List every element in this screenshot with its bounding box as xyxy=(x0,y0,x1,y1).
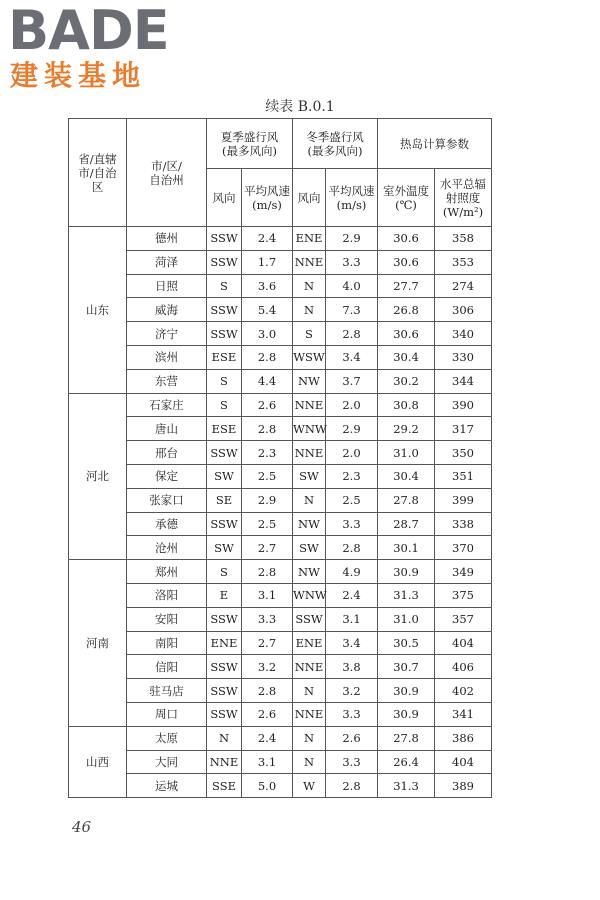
city-cell: 太原 xyxy=(127,726,207,750)
radiation-cell: 344 xyxy=(435,369,492,393)
table-row xyxy=(69,369,492,393)
city-cell: 德州 xyxy=(127,227,207,251)
summer-speed-cell: 4.4 xyxy=(242,369,293,393)
winter-speed-cell: 2.0 xyxy=(326,393,378,417)
table-row xyxy=(69,441,492,465)
winter-direction-cell: S xyxy=(293,322,326,346)
winter-direction-cell: N xyxy=(293,488,326,512)
summer-direction-cell: S xyxy=(207,369,242,393)
summer-speed-cell: 3.0 xyxy=(242,322,293,346)
summer-direction-cell: SSE xyxy=(207,774,242,798)
logo-wordmark: BADE xyxy=(8,0,169,62)
outdoor-temp-cell: 30.6 xyxy=(378,250,435,274)
winter-direction-cell: NW xyxy=(293,512,326,536)
radiation-cell: 375 xyxy=(435,583,492,607)
summer-direction-cell: ESE xyxy=(207,417,242,441)
city-cell: 菏泽 xyxy=(127,250,207,274)
winter-speed-cell: 3.4 xyxy=(326,631,378,655)
outdoor-temp-cell: 30.6 xyxy=(378,322,435,346)
header-summer-speed: 平均风速 (m/s) xyxy=(242,169,293,227)
winter-speed-cell: 2.5 xyxy=(326,488,378,512)
winter-direction-cell: SW xyxy=(293,464,326,488)
table-row xyxy=(69,536,492,560)
city-cell: 石家庄 xyxy=(127,393,207,417)
radiation-cell: 350 xyxy=(435,441,492,465)
outdoor-temp-cell: 27.8 xyxy=(378,488,435,512)
winter-direction-cell: NNE xyxy=(293,393,326,417)
table-row xyxy=(69,227,492,251)
city-cell: 安阳 xyxy=(127,607,207,631)
summer-speed-cell: 3.6 xyxy=(242,274,293,298)
city-cell: 承德 xyxy=(127,512,207,536)
table-row xyxy=(69,417,492,441)
province-cell: 山西 xyxy=(69,726,127,797)
summer-speed-cell: 3.3 xyxy=(242,607,293,631)
outdoor-temp-cell: 29.2 xyxy=(378,417,435,441)
header-summer-wind: 夏季盛行风 (最多风向) xyxy=(207,119,293,169)
city-cell: 日照 xyxy=(127,274,207,298)
winter-direction-cell: ENE xyxy=(293,631,326,655)
summer-direction-cell: SW xyxy=(207,536,242,560)
table-row xyxy=(69,655,492,679)
radiation-cell: 349 xyxy=(435,560,492,584)
province-cell: 河南 xyxy=(69,560,127,727)
outdoor-temp-cell: 28.7 xyxy=(378,512,435,536)
winter-speed-cell: 2.8 xyxy=(326,774,378,798)
page-number: 46 xyxy=(72,818,92,836)
radiation-cell: 317 xyxy=(435,417,492,441)
table-row xyxy=(69,631,492,655)
table-body xyxy=(69,227,492,798)
summer-direction-cell: ESE xyxy=(207,345,242,369)
winter-speed-cell: 2.3 xyxy=(326,464,378,488)
header-radiation: 水平总辐 射照度 (W/m²) xyxy=(435,169,492,227)
outdoor-temp-cell: 30.8 xyxy=(378,393,435,417)
table-row xyxy=(69,702,492,726)
outdoor-temp-cell: 30.9 xyxy=(378,702,435,726)
winter-speed-cell: 3.3 xyxy=(326,702,378,726)
summer-speed-cell: 2.8 xyxy=(242,560,293,584)
summer-direction-cell: SSW xyxy=(207,441,242,465)
winter-direction-cell: WNW xyxy=(293,583,326,607)
summer-direction-cell: SSW xyxy=(207,227,242,251)
summer-direction-cell: SW xyxy=(207,464,242,488)
city-cell: 威海 xyxy=(127,298,207,322)
city-cell: 张家口 xyxy=(127,488,207,512)
summer-speed-cell: 3.1 xyxy=(242,583,293,607)
city-cell: 邢台 xyxy=(127,441,207,465)
winter-direction-cell: WSW xyxy=(293,345,326,369)
summer-direction-cell: SSW xyxy=(207,298,242,322)
summer-direction-cell: SSW xyxy=(207,607,242,631)
outdoor-temp-cell: 30.4 xyxy=(378,345,435,369)
winter-direction-cell: ENE xyxy=(293,227,326,251)
table-row xyxy=(69,274,492,298)
winter-speed-cell: 2.9 xyxy=(326,227,378,251)
outdoor-temp-cell: 30.6 xyxy=(378,227,435,251)
city-cell: 唐山 xyxy=(127,417,207,441)
table-row xyxy=(69,250,492,274)
summer-speed-cell: 1.7 xyxy=(242,250,293,274)
summer-direction-cell: N xyxy=(207,726,242,750)
winter-direction-cell: N xyxy=(293,679,326,703)
winter-direction-cell: NW xyxy=(293,369,326,393)
summer-speed-cell: 2.4 xyxy=(242,227,293,251)
outdoor-temp-cell: 30.2 xyxy=(378,369,435,393)
winter-direction-cell: NNE xyxy=(293,702,326,726)
city-cell: 洛阳 xyxy=(127,583,207,607)
header-winter-direction: 风向 xyxy=(293,169,326,227)
radiation-cell: 399 xyxy=(435,488,492,512)
summer-direction-cell: S xyxy=(207,560,242,584)
radiation-cell: 353 xyxy=(435,250,492,274)
summer-direction-cell: NNE xyxy=(207,750,242,774)
winter-speed-cell: 2.0 xyxy=(326,441,378,465)
summer-speed-cell: 3.1 xyxy=(242,750,293,774)
outdoor-temp-cell: 31.3 xyxy=(378,774,435,798)
summer-direction-cell: SSW xyxy=(207,702,242,726)
table-row xyxy=(69,607,492,631)
winter-speed-cell: 3.4 xyxy=(326,345,378,369)
winter-speed-cell: 4.9 xyxy=(326,560,378,584)
summer-speed-cell: 2.3 xyxy=(242,441,293,465)
table-caption: 续表 B.0.1 xyxy=(265,99,335,115)
radiation-cell: 338 xyxy=(435,512,492,536)
radiation-cell: 404 xyxy=(435,750,492,774)
winter-speed-cell: 2.4 xyxy=(326,583,378,607)
province-cell: 河北 xyxy=(69,393,127,560)
city-cell: 东营 xyxy=(127,369,207,393)
city-cell: 保定 xyxy=(127,464,207,488)
city-cell: 南阳 xyxy=(127,631,207,655)
radiation-cell: 351 xyxy=(435,464,492,488)
city-cell: 大同 xyxy=(127,750,207,774)
radiation-cell: 330 xyxy=(435,345,492,369)
summer-direction-cell: E xyxy=(207,583,242,607)
outdoor-temp-cell: 31.3 xyxy=(378,583,435,607)
winter-direction-cell: N xyxy=(293,298,326,322)
summer-speed-cell: 2.8 xyxy=(242,345,293,369)
wind-heat-island-table xyxy=(68,118,492,798)
winter-direction-cell: SSW xyxy=(293,607,326,631)
summer-direction-cell: SSW xyxy=(207,655,242,679)
winter-direction-cell: NNE xyxy=(293,441,326,465)
outdoor-temp-cell: 31.0 xyxy=(378,607,435,631)
summer-speed-cell: 2.8 xyxy=(242,679,293,703)
winter-speed-cell: 3.2 xyxy=(326,679,378,703)
radiation-cell: 341 xyxy=(435,702,492,726)
summer-speed-cell: 5.4 xyxy=(242,298,293,322)
winter-direction-cell: N xyxy=(293,726,326,750)
winter-speed-cell: 3.7 xyxy=(326,369,378,393)
city-cell: 运城 xyxy=(127,774,207,798)
table-row xyxy=(69,774,492,798)
header-winter-wind: 冬季盛行风 (最多风向) xyxy=(293,119,378,169)
table-row xyxy=(69,345,492,369)
winter-speed-cell: 4.0 xyxy=(326,274,378,298)
outdoor-temp-cell: 30.4 xyxy=(378,464,435,488)
city-cell: 滨州 xyxy=(127,345,207,369)
winter-speed-cell: 2.9 xyxy=(326,417,378,441)
table-row xyxy=(69,679,492,703)
city-cell: 周口 xyxy=(127,702,207,726)
radiation-cell: 406 xyxy=(435,655,492,679)
province-cell: 山东 xyxy=(69,227,127,394)
summer-speed-cell: 2.9 xyxy=(242,488,293,512)
city-cell: 沧州 xyxy=(127,536,207,560)
summer-speed-cell: 2.7 xyxy=(242,536,293,560)
radiation-cell: 274 xyxy=(435,274,492,298)
winter-speed-cell: 3.1 xyxy=(326,607,378,631)
table-row xyxy=(69,393,492,417)
summer-speed-cell: 2.5 xyxy=(242,464,293,488)
radiation-cell: 370 xyxy=(435,536,492,560)
summer-direction-cell: SSW xyxy=(207,679,242,703)
winter-direction-cell: SW xyxy=(293,536,326,560)
winter-direction-cell: NNE xyxy=(293,655,326,679)
outdoor-temp-cell: 26.8 xyxy=(378,298,435,322)
winter-direction-cell: NNE xyxy=(293,250,326,274)
winter-speed-cell: 7.3 xyxy=(326,298,378,322)
winter-direction-cell: NW xyxy=(293,560,326,584)
winter-speed-cell: 3.3 xyxy=(326,250,378,274)
table-row xyxy=(69,488,492,512)
city-cell: 济宁 xyxy=(127,322,207,346)
winter-speed-cell: 2.8 xyxy=(326,322,378,346)
header-province: 省/直辖 市/自治 区 xyxy=(69,119,127,227)
header-summer-direction: 风向 xyxy=(207,169,242,227)
radiation-cell: 306 xyxy=(435,298,492,322)
outdoor-temp-cell: 27.7 xyxy=(378,274,435,298)
winter-speed-cell: 2.6 xyxy=(326,726,378,750)
winter-direction-cell: N xyxy=(293,274,326,298)
outdoor-temp-cell: 30.5 xyxy=(378,631,435,655)
summer-direction-cell: S xyxy=(207,274,242,298)
radiation-cell: 358 xyxy=(435,227,492,251)
header-heat-island: 热岛计算参数 xyxy=(378,119,492,169)
radiation-cell: 390 xyxy=(435,393,492,417)
logo-subtitle: 建装基地 xyxy=(10,59,147,92)
header-city: 市/区/ 自治州 xyxy=(127,119,207,227)
radiation-cell: 389 xyxy=(435,774,492,798)
header-outdoor-temp: 室外温度 (℃) xyxy=(378,169,435,227)
summer-speed-cell: 2.5 xyxy=(242,512,293,536)
summer-speed-cell: 2.8 xyxy=(242,417,293,441)
table-row xyxy=(69,512,492,536)
outdoor-temp-cell: 27.8 xyxy=(378,726,435,750)
city-cell: 郑州 xyxy=(127,560,207,584)
outdoor-temp-cell: 30.9 xyxy=(378,679,435,703)
summer-direction-cell: SE xyxy=(207,488,242,512)
table-row xyxy=(69,583,492,607)
table-row xyxy=(69,750,492,774)
radiation-cell: 404 xyxy=(435,631,492,655)
table-row xyxy=(69,464,492,488)
winter-speed-cell: 3.8 xyxy=(326,655,378,679)
city-cell: 驻马店 xyxy=(127,679,207,703)
winter-direction-cell: WNW xyxy=(293,417,326,441)
summer-direction-cell: SSW xyxy=(207,322,242,346)
radiation-cell: 402 xyxy=(435,679,492,703)
radiation-cell: 340 xyxy=(435,322,492,346)
radiation-cell: 357 xyxy=(435,607,492,631)
summer-direction-cell: SSW xyxy=(207,512,242,536)
summer-speed-cell: 2.4 xyxy=(242,726,293,750)
winter-speed-cell: 3.3 xyxy=(326,512,378,536)
summer-speed-cell: 2.6 xyxy=(242,702,293,726)
winter-direction-cell: N xyxy=(293,750,326,774)
outdoor-temp-cell: 30.1 xyxy=(378,536,435,560)
header-winter-speed: 平均风速 (m/s) xyxy=(326,169,378,227)
city-cell: 信阳 xyxy=(127,655,207,679)
table-row xyxy=(69,298,492,322)
winter-direction-cell: W xyxy=(293,774,326,798)
table-row xyxy=(69,322,492,346)
outdoor-temp-cell: 31.0 xyxy=(378,441,435,465)
summer-direction-cell: ENE xyxy=(207,631,242,655)
table-row xyxy=(69,560,492,584)
outdoor-temp-cell: 26.4 xyxy=(378,750,435,774)
winter-speed-cell: 2.8 xyxy=(326,536,378,560)
outdoor-temp-cell: 30.9 xyxy=(378,560,435,584)
summer-speed-cell: 5.0 xyxy=(242,774,293,798)
bade-logo xyxy=(8,2,178,94)
table-row xyxy=(69,726,492,750)
summer-speed-cell: 2.7 xyxy=(242,631,293,655)
winter-speed-cell: 3.3 xyxy=(326,750,378,774)
outdoor-temp-cell: 30.7 xyxy=(378,655,435,679)
summer-direction-cell: S xyxy=(207,393,242,417)
summer-direction-cell: SSW xyxy=(207,250,242,274)
summer-speed-cell: 2.6 xyxy=(242,393,293,417)
radiation-cell: 386 xyxy=(435,726,492,750)
summer-speed-cell: 3.2 xyxy=(242,655,293,679)
